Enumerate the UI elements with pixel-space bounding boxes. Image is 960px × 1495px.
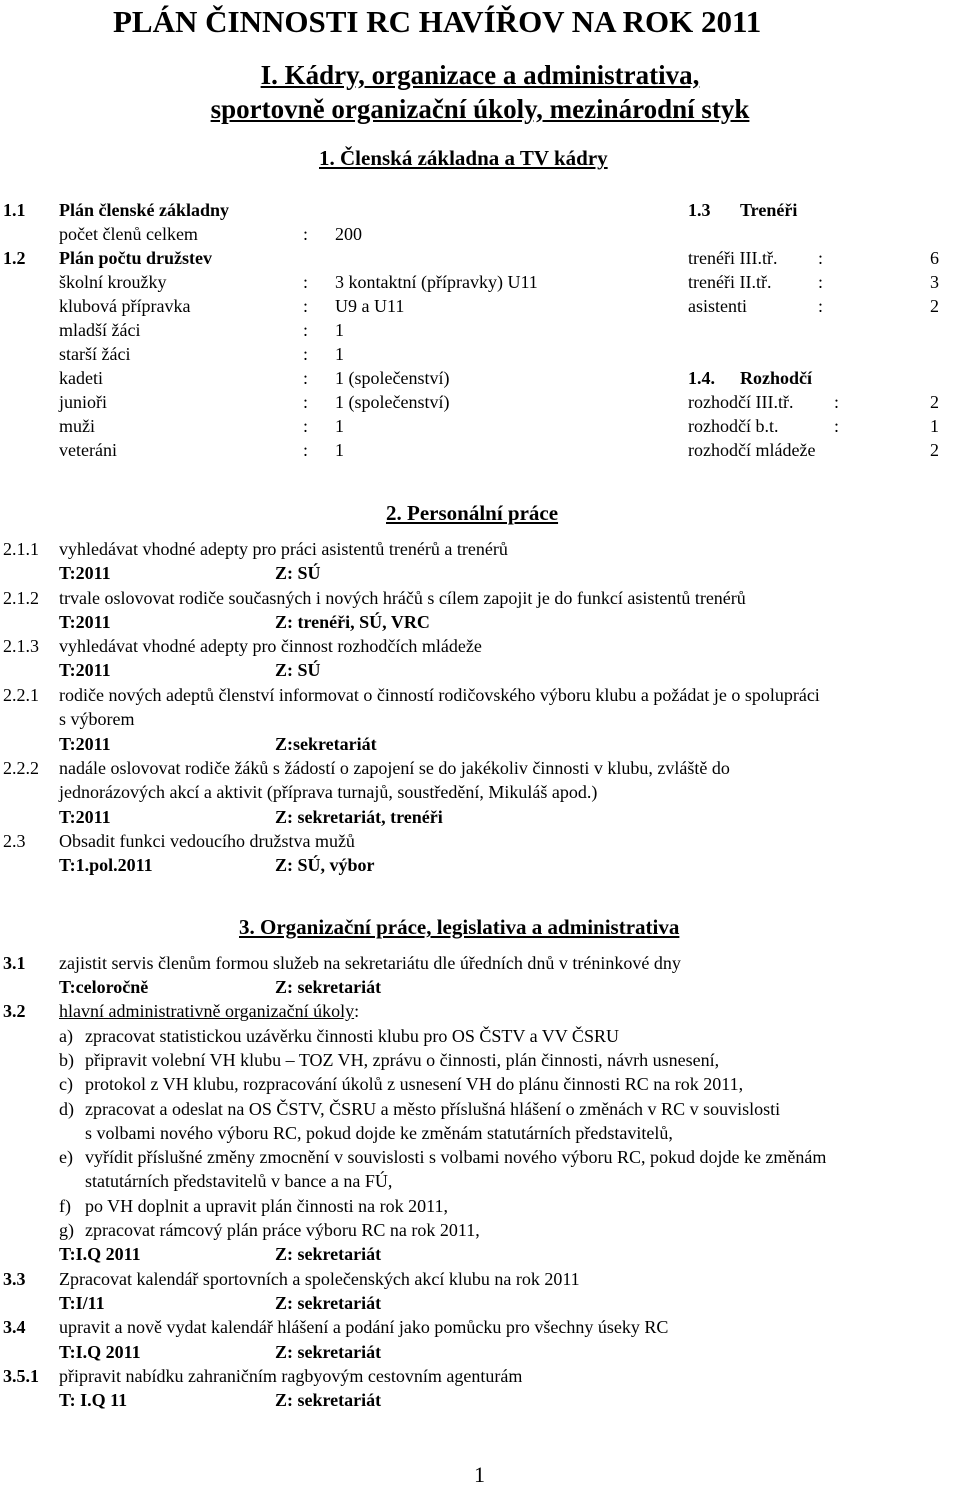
task-text-continued: jednorázových akcí a aktivit (příprava turnajů, soustředění, Mikuláš apod.) [59, 782, 598, 802]
page-number: 1 [474, 1462, 485, 1487]
item-title-1-1: Plán členské základny [59, 200, 230, 220]
colon: : [303, 224, 309, 244]
task-number: 2.3 [3, 831, 26, 851]
member-count-label: počet členů celkem [59, 224, 198, 244]
task-text: nadále oslovovat rodiče žáků s žádostí o zapojení se do jakékoliv činnosti v klubu, zvláště do [59, 758, 730, 778]
task-number: 2.2.2 [3, 758, 39, 778]
task-title-text: hlavní administrativně organizační úkoly [59, 1001, 355, 1021]
task-number: 2.2.1 [3, 685, 39, 705]
task-title-colon: : [354, 1001, 360, 1021]
subtask-text: připravit volební VH klubu – TOZ VH, zprávu o činnosti, plán činnosti, návrh usnesení, [85, 1050, 720, 1070]
task-text: vyhledávat vhodné adepty pro činnost rozhodčích mládeže [59, 636, 482, 656]
subtask-letter: e) [59, 1147, 73, 1167]
item-title-1-4: Rozhodčí [740, 368, 812, 388]
team-label: muži [59, 416, 95, 436]
team-value: 1 [335, 344, 344, 364]
task-deadline: T:2011 [59, 563, 111, 583]
task-number: 3.4 [3, 1317, 26, 1337]
team-label: mladší žáci [59, 320, 141, 340]
team-value: 1 (společenství) [335, 368, 450, 388]
task-text: Zpracovat kalendář sportovních a společenských akcí klubu na rok 2011 [59, 1269, 580, 1289]
referee-value: 2 [930, 392, 939, 412]
task-responsible: Z:sekretariát [275, 734, 377, 754]
task-deadline: T:I/11 [59, 1293, 105, 1313]
coach-value: 3 [930, 272, 939, 292]
subtask-letter: d) [59, 1099, 74, 1119]
subsection-heading-3: 3. Organizační práce, legislativa a administrativa [239, 915, 680, 939]
colon: : [818, 272, 824, 292]
colon: : [818, 296, 824, 316]
subtask-text-continued: s volbami nového výboru RC, pokud dojde ke změnám statutárních představitelů, [85, 1123, 673, 1143]
item-title-1-2: Plán počtu družstev [59, 248, 212, 268]
subtask-text: vyřídit příslušné změny zmocnění v souvislosti s volbami nového výboru RC, pokud dojde ke změnám [85, 1147, 827, 1167]
referee-value: 2 [930, 440, 939, 460]
task-text: upravit a nově vydat kalendář hlášení a podání jako pomůcku pro všechny úseky RC [59, 1317, 669, 1337]
section-heading-line1: I. Kádry, organizace a administrativa, [260, 60, 700, 90]
subtask-letter: g) [59, 1220, 74, 1240]
subsection-heading-1: 1. Členská základna a TV kádry [319, 146, 608, 170]
colon: : [303, 416, 309, 436]
team-value: 1 [335, 440, 344, 460]
subtask-text-continued: statutárních představitelů v bance a na FÚ, [85, 1171, 393, 1191]
task-deadline: T:I.Q 2011 [59, 1342, 141, 1362]
task-number: 3.2 [3, 1001, 26, 1021]
task-text: Obsadit funkci vedoucího družstva mužů [59, 831, 355, 851]
team-label: kadeti [59, 368, 103, 388]
subsection-heading-2: 2. Personální práce [386, 501, 559, 525]
team-label: veteráni [59, 440, 117, 460]
task-responsible: Z: sekretariát [275, 1293, 382, 1313]
task-responsible: Z: SÚ [275, 660, 321, 680]
referee-label: rozhodčí III.tř. [688, 392, 794, 412]
task-number: 2.1.1 [3, 539, 39, 559]
colon: : [834, 392, 840, 412]
task-responsible: Z: SÚ [275, 563, 321, 583]
referee-value: 1 [930, 416, 939, 436]
task-number: 3.1 [3, 953, 26, 973]
task-deadline: T:2011 [59, 807, 111, 827]
colon: : [303, 296, 309, 316]
task-responsible: Z: sekretariát [275, 1244, 382, 1264]
task-number: 2.1.2 [3, 588, 39, 608]
subtask-text: po VH doplnit a upravit plán činnosti na rok 2011, [85, 1196, 448, 1216]
item-number-1-4: 1.4. [688, 368, 715, 388]
task-deadline: T: I.Q 11 [59, 1390, 128, 1410]
task-text: připravit nabídku zahraničním ragbyovým cestovním agenturám [59, 1366, 523, 1386]
page-title: PLÁN ČINNOSTI RC HAVÍŘOV NA ROK 2011 [113, 4, 762, 39]
coach-label: trenéři II.tř. [688, 272, 772, 292]
task-title [59, 999, 359, 1023]
coach-value: 6 [930, 248, 939, 268]
team-value: 1 (společenství) [335, 392, 450, 412]
task-text: zajistit servis členům formou služeb na sekretariátu dle úředních dnů v tréninkové dny [59, 953, 681, 973]
team-label: junioři [59, 392, 107, 412]
subtask-text: protokol z VH klubu, rozpracování úkolů z usnesení VH do plánu činnosti RC na rok 2011, [85, 1074, 744, 1094]
task-deadline: T:1.pol.2011 [59, 855, 153, 875]
coach-value: 2 [930, 296, 939, 316]
task-text: trvale oslovovat rodiče současných i nových hráčů s cílem zapojit je do funkcí asistentů trenérů [59, 588, 746, 608]
item-number-1-1: 1.1 [3, 200, 26, 220]
task-responsible: Z: SÚ, výbor [275, 855, 375, 875]
colon: : [303, 272, 309, 292]
subtask-letter: a) [59, 1026, 73, 1046]
coach-label: asistenti [688, 296, 747, 316]
subtask-letter: c) [59, 1074, 73, 1094]
team-value: 3 kontaktní (přípravky) U11 [335, 272, 538, 292]
task-deadline: T:2011 [59, 734, 111, 754]
team-value: 1 [335, 320, 344, 340]
colon: : [303, 392, 309, 412]
member-count-value: 200 [335, 224, 362, 244]
subtask-text: zpracovat rámcový plán práce výboru RC na rok 2011, [85, 1220, 480, 1240]
colon: : [818, 248, 824, 268]
colon: : [303, 368, 309, 388]
task-responsible: Z: sekretariát [275, 1390, 382, 1410]
task-number: 3.3 [3, 1269, 26, 1289]
subtask-letter: f) [59, 1196, 71, 1216]
task-text-continued: s výborem [59, 709, 135, 729]
referee-label: rozhodčí mládeže [688, 440, 816, 460]
section-heading-line2: sportovně organizační úkoly, mezinárodní styk [210, 94, 750, 124]
item-title-1-3: Trenéři [740, 200, 798, 220]
item-number-1-2: 1.2 [3, 248, 26, 268]
task-text: rodiče nových adeptů členství informovat o činností rodičovského výboru klubu a požádat je o spolupráci [59, 685, 820, 705]
team-label: starší žáci [59, 344, 131, 364]
colon: : [303, 440, 309, 460]
task-responsible: Z: sekretariát [275, 1342, 382, 1362]
referee-label: rozhodčí b.t. [688, 416, 779, 436]
team-value: U9 a U11 [335, 296, 405, 316]
coach-label: trenéři III.tř. [688, 248, 778, 268]
task-responsible: Z: trenéři, SÚ, VRC [275, 612, 430, 632]
task-deadline: T:2011 [59, 612, 111, 632]
team-label: školní kroužky [59, 272, 167, 292]
task-deadline: T:2011 [59, 660, 111, 680]
task-deadline: T:celoročně [59, 977, 149, 997]
task-text: vyhledávat vhodné adepty pro práci asistentů trenérů a trenérů [59, 539, 508, 559]
item-number-1-3: 1.3 [688, 200, 711, 220]
subtask-text: zpracovat a odeslat na OS ČSTV, ČSRU a město příslušná hlášení o změnách v RC v souvislosti [85, 1099, 781, 1119]
team-value: 1 [335, 416, 344, 436]
colon: : [303, 320, 309, 340]
task-responsible: Z: sekretariát, trenéři [275, 807, 443, 827]
task-number: 2.1.3 [3, 636, 39, 656]
subtask-text: zpracovat statistickou uzávěrku činnosti klubu pro OS ČSTV a VV ČSRU [85, 1026, 619, 1046]
colon: : [303, 344, 309, 364]
team-label: klubová přípravka [59, 296, 191, 316]
subtask-letter: b) [59, 1050, 74, 1070]
task-number: 3.5.1 [3, 1366, 39, 1386]
colon: : [834, 416, 840, 436]
task-deadline: T:I.Q 2011 [59, 1244, 141, 1264]
task-responsible: Z: sekretariát [275, 977, 382, 997]
